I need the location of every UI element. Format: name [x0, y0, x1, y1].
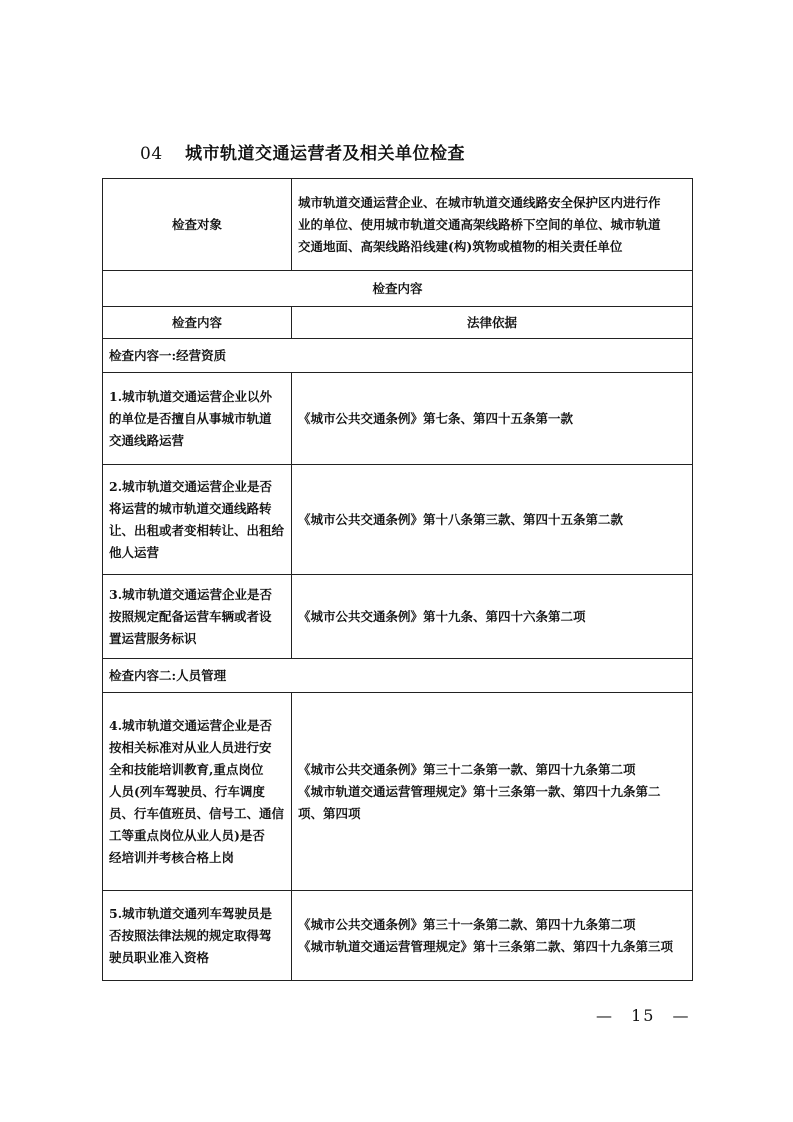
table-row	[103, 373, 693, 465]
group-title-row	[103, 659, 693, 693]
section-heading	[140, 139, 465, 164]
legal-basis	[292, 575, 693, 659]
legal-basis	[292, 693, 693, 891]
object-line: 交通地面、高架线路沿线建(构)筑物或植物的相关责任单位	[298, 238, 623, 254]
legal-basis	[292, 891, 693, 981]
basis-line: 项、第四项	[298, 805, 361, 821]
content-line: 5.城市轨道交通列车驾驶员是	[109, 905, 273, 921]
table-row	[103, 465, 693, 575]
content-line: 否按照法律法规的规定取得驾	[109, 927, 272, 943]
content-line: 交通线路运营	[109, 432, 185, 448]
check-content	[103, 373, 292, 465]
content-line: 人员(列车驾驶员、行车调度	[109, 783, 265, 799]
footer-dash-left: —	[596, 1006, 614, 1025]
content-header: 检查内容	[103, 271, 693, 307]
content-line: 4.城市轨道交通运营企业是否	[109, 717, 273, 733]
content-line: 按相关标准对从业人员进行安	[109, 739, 272, 755]
content-line: 置运营服务标识	[109, 630, 197, 646]
legal-basis	[292, 465, 693, 575]
content-line: 全和技能培训教育,重点岗位	[109, 761, 264, 777]
content-line: 2.城市轨道交通运营企业是否	[109, 478, 273, 494]
group1-title: 检查内容一:经营资质	[103, 339, 693, 373]
table-row	[103, 891, 693, 981]
object-description	[292, 179, 693, 271]
column-header-row	[103, 307, 693, 339]
check-content	[103, 575, 292, 659]
check-content	[103, 891, 292, 981]
basis-line: 《城市公共交通条例》第十九条、第四十六条第二项	[298, 608, 586, 624]
object-line: 城市轨道交通运营企业、在城市轨道交通线路安全保护区内进行作	[298, 194, 661, 210]
content-line: 3.城市轨道交通运营企业是否	[109, 586, 273, 602]
column-header-basis: 法律依据	[292, 307, 693, 339]
section-title: 城市轨道交通运营者及相关单位检查	[185, 144, 466, 164]
object-row	[103, 179, 693, 271]
check-content	[103, 693, 292, 891]
column-header-content: 检查内容	[103, 307, 292, 339]
basis-line: 《城市公共交通条例》第十八条第三款、第四十五条第二款	[298, 511, 624, 527]
content-line: 的单位是否擅自从事城市轨道	[109, 410, 272, 426]
table-row	[103, 575, 693, 659]
content-line: 工等重点岗位从业人员)是否	[109, 827, 265, 843]
content-line: 驶员职业准入资格	[109, 949, 210, 965]
basis-line: 《城市轨道交通运营管理规定》第十三条第一款、第四十九条第二	[298, 783, 661, 799]
content-line: 员、行车值班员、信号工、通信	[109, 805, 285, 821]
check-content	[103, 465, 292, 575]
content-line: 将运营的城市轨道交通线路转	[109, 500, 272, 516]
page-footer	[596, 1006, 691, 1025]
basis-line: 《城市轨道交通运营管理规定》第十三条第二款、第四十九条第三项	[298, 938, 674, 954]
group2-title: 检查内容二:人员管理	[103, 659, 693, 693]
object-label: 检查对象	[103, 179, 292, 271]
inspection-table	[102, 178, 693, 981]
content-line: 按照规定配备运营车辆或者设	[109, 608, 272, 624]
content-line: 让、出租或者变相转让、出租给	[109, 522, 285, 538]
page-number: 15	[631, 1006, 656, 1025]
basis-line: 《城市公共交通条例》第七条、第四十五条第一款	[298, 410, 574, 426]
content-line: 他人运营	[109, 544, 160, 560]
content-line: 经培训并考核合格上岗	[109, 849, 235, 865]
basis-line: 《城市公共交通条例》第三十一条第二款、第四十九条第二项	[298, 916, 636, 932]
group-title-row	[103, 339, 693, 373]
basis-line: 《城市公共交通条例》第三十二条第一款、第四十九条第二项	[298, 761, 636, 777]
footer-dash-right: —	[672, 1006, 691, 1025]
content-line: 1.城市轨道交通运营企业以外	[109, 388, 273, 404]
object-line: 业的单位、使用城市轨道交通高架线路桥下空间的单位、城市轨道	[298, 216, 661, 232]
table-row	[103, 693, 693, 891]
section-number: 04	[140, 144, 163, 164]
legal-basis	[292, 373, 693, 465]
content-header-row	[103, 271, 693, 307]
